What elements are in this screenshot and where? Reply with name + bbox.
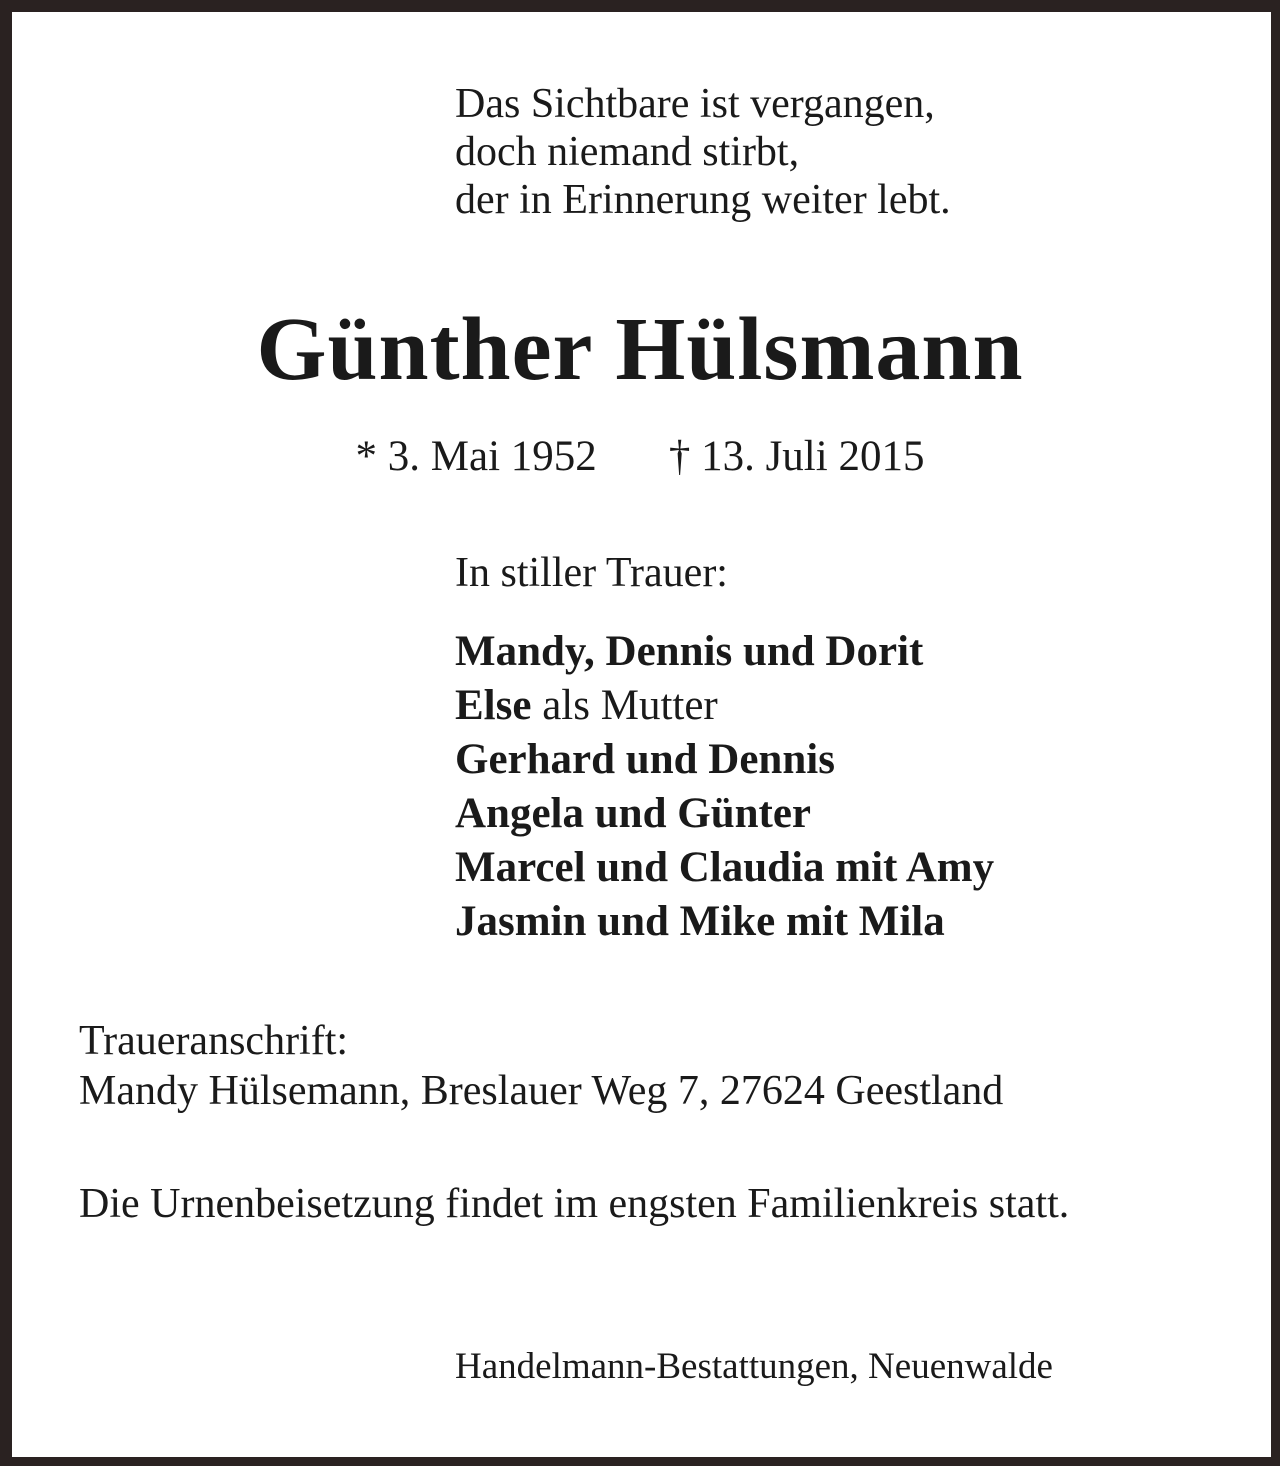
mourner-name: Gerhard und Dennis [455, 736, 835, 783]
address-label: Traueranschrift: [79, 1018, 349, 1064]
deceased-name: Günther Hülsmann [256, 300, 1024, 399]
mourner-name: Angela und Günter [455, 790, 812, 837]
birth-date: * 3. Mai 1952 [355, 433, 597, 480]
mourner-name: Marcel und Claudia mit Amy [455, 844, 995, 891]
undertaker-name: Handelmann-Bestattungen, Neuenwalde [455, 1346, 1053, 1387]
motto-verse [455, 80, 951, 224]
life-dates [0, 432, 1280, 482]
mourner-relation: als Mutter [531, 682, 718, 729]
mourner-line [455, 787, 994, 841]
mourner-line [455, 733, 994, 787]
mourner-line [455, 679, 994, 733]
death-date: † 13. Juli 2015 [668, 433, 925, 480]
mourner-name: Else [455, 682, 532, 729]
burial-notice: Die Urnenbeisetzung findet im engsten Familienkreis statt. [79, 1181, 1070, 1227]
mourners-list [455, 625, 994, 949]
mourner-name: Jasmin und Mike mit Mila [455, 898, 945, 945]
motto-line: der in Erinnerung weiter lebt. [455, 177, 951, 223]
mourner-name: Mandy, Dennis und Dorit [455, 628, 924, 675]
motto-line: Das Sichtbare ist vergangen, [455, 81, 935, 127]
mourning-address [79, 1016, 1003, 1116]
mourner-line [455, 895, 994, 949]
mourner-line [455, 625, 994, 679]
mourning-label: In stiller Trauer: [455, 550, 728, 596]
mourner-line [455, 841, 994, 895]
address-value: Mandy Hülsemann, Breslauer Weg 7, 27624 Geestland [79, 1068, 1004, 1114]
motto-line: doch niemand stirbt, [455, 129, 800, 175]
